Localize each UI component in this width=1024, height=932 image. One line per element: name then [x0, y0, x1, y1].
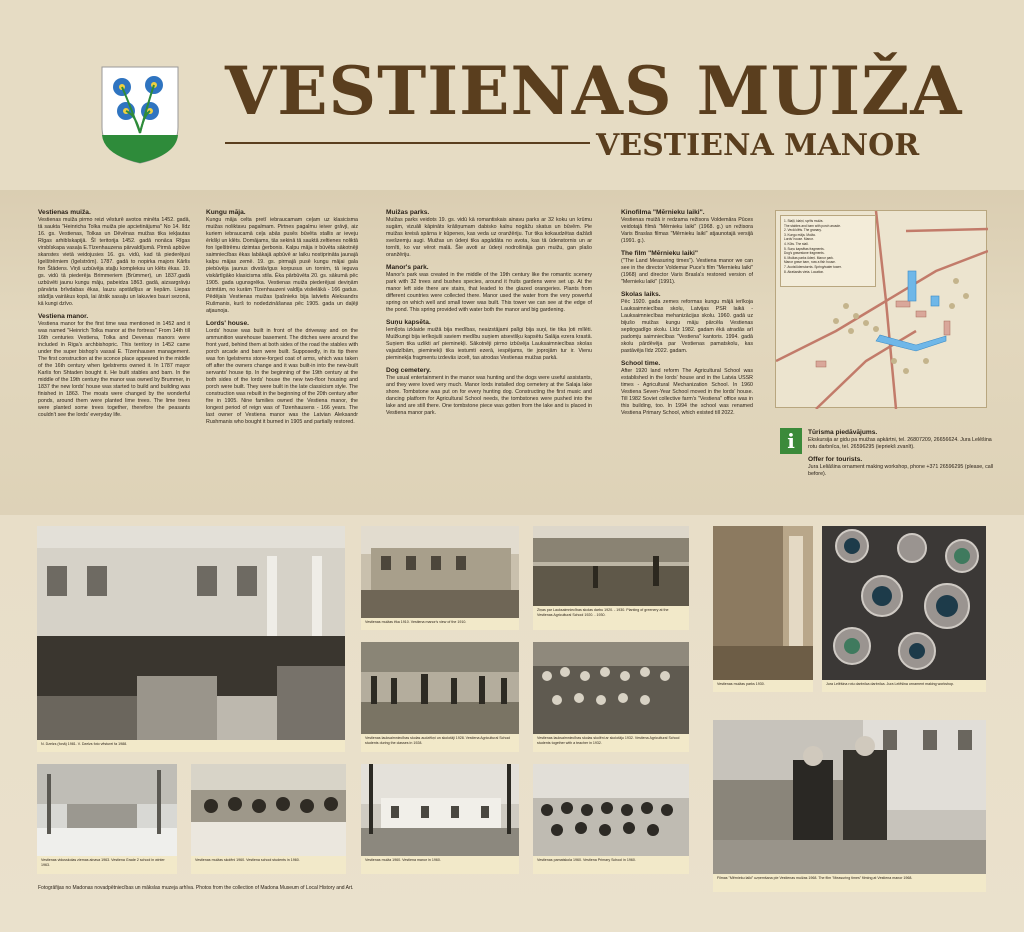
photo-students-1932 [533, 642, 689, 752]
photo-winter-1963 [37, 764, 177, 874]
section-text: Iemīļota izklaide muižā bija medības, neaizstājami palīgi bija suņi, tie tika ļoti mīlēti. Muižkungi bija ierīkojuši saviem medību suņiem atsevišķu kapsētu Salāja ezera krastā. Suņiem tika uzlikti arī pieminekļi. Sākotnēji pirmo izbūvēja Lauksaimniecības skolas vajadzībām, pieminekļi tika iestumti ezerā, iespējams, tie joprojām tur ir. Vienu pieminekļa fragmentu izdevās izcelt, tas atrodas Vestienas muižas parkā. [386, 327, 592, 361]
title-rule [225, 142, 590, 144]
photo-manor-1960 [361, 764, 519, 874]
photo-gardening-image [533, 526, 689, 606]
info-text: Ekskursija ar gidu pa muižas apkārtni, tel. 26807209, 26656624. Jura Lelēšina rotu darbnīca, tel. 26596295 (iepriekš zvanīt). [808, 437, 992, 450]
photo-film-1968-image [713, 720, 986, 874]
section-heading: Skolas laiks. [621, 291, 661, 298]
legend-item: 7. Avots/ūdenstornis. Spring/water tower. [784, 264, 842, 269]
photo-caption: N. Dzelzs (fonā) 1981. V. Dzelzs foto vēsturei fa 1988. [37, 740, 345, 752]
legend-item: Lords' house. Manor. [784, 237, 814, 242]
photo-park-1930 [713, 526, 813, 692]
photo-gardening [533, 526, 689, 630]
photo-credits: Fotogrāfijas no Madonas novadpētniecības un mākslas muzeja arhīva. Photos from the collection of Madona Museum of Local History and Art. [38, 885, 354, 891]
section-text: Vestiena manor for the first time was mentioned in 1452 and it was named "Heinrich Tolka manor at the fortress" From 14th till 16th centuries Vestiena, Tolka and Devenas manors were included in Riga's archbishopric. This territory in 1452 came under the super bishop's vassal E. Tīzenhausen management. The first construction at the sconce place appeared in the middle of the 16th century when Igelstrems owned it. In 1787 mayor Karlis fon Shtaden bought it. He built stables and barn. In the middle of the 19th century the manor was owned by Brummer, in 1837 the new lords' house was started to build and building was finished in 1863. The moats were changed by the wonderful ponds, around them were planted lime trees. The lime trees were planted some trees together, therefore the peasants couldn't see the lords' everyday life. [38, 321, 190, 418]
photo-park-1930-image [713, 526, 813, 680]
section-text: ("The Land Measuring times"). Vestiena manor we can see in the director Voldemar Puce's film "Mernieku laiki" (1968) and director Varis Brasla's restored version of "Mernieku laiki" (1991). [621, 258, 753, 285]
map-legend [780, 215, 876, 287]
section-text: The usual entertainment in the manor was hunting and the dogs were useful assistants, and they were loved very much. Manor lords installed dog cemetery at the Salaja lake shore. Tombstone was put on for every hunting dog. Constructing the first music and dancing platform for Agricultural School needs, the tombstones were pushed into the lake and are still there. One tombstone piece was gotten from the lake and is placed in Vestiena manor park. [386, 375, 592, 416]
photo-jewelry-image [822, 526, 986, 680]
page-title: VESTIENAS MUIŽA [225, 52, 963, 130]
section-heading: Suņu kapsēta. [386, 319, 431, 326]
section-text: Vestienas muiža pirmo reizi vēsturē avotos minēta 1452. gadā, tā saukta "Heinricha Tolka muiža pie apcietinājuma" No 14. līdz 16. gs. Vestienas, Tolkas un Dēvēnas muižas tika iekļautas Rīgas arhibīskapijā. Šī teritorija 1452. gadā nonāca Rīgas virsbīskapa vasaļa E.Tīzenhauzena pārvaldījumā. Pirmā apbūve skanstes vietā veidojusies 16. gs. vidū, kad tā piederējusi Igelštrēmiem (Igelström). 1787. gadā to nopirka majors Kārlis fon Štādens. Viņš uzbūvēja staļļu kompleksu un klēts ēkas. 19. gs. vidū tā piederēja Brimmeriem (Brümmer), un 1837.gadā uzbūvēti jaunu kungu māju, pabeidza 1863. gadā, aizsargrāvju pārvārta brīvdabas ēkas, lauzu apstādījus ar liepām. Liepas stādīja vairākus kopā, lai ātrāk sasaiju un lakuvies bauri sezonā, kā kungi dzīvo. [38, 217, 190, 307]
legend-item: 3. Kungu māja. Muiža. [784, 232, 816, 237]
photo-caption: Filmas "Mērnieku laiki" uzņemšana pie Vestienas muižas 1968. The film "Measuring times" filming at Vestiena manor 1968. [713, 874, 986, 892]
section-text: Vestienas muižā ir redzama režisora Voldemāra Pūces veidotajā filmā "Mērnieku laiki" (1968. g.) un režisora Varis Braslas filmas "Mērnieku laiki" atjaunotajā versijā (1991. g.). [621, 217, 753, 244]
legend-item: 1. Staļļi, klaiņi, sprīts muiža. [784, 219, 824, 223]
legend-item: The stables and barn with porch arcade. [784, 223, 841, 228]
section-heading: Kinofilma "Mērnieku laiki". [621, 209, 705, 216]
text-column-2 [206, 208, 358, 429]
photo-students-1928-image [361, 642, 519, 734]
photo-caption: Vestienas vidusskolas ziemas ainava 1963. Vestiena Grade 2 school in winter 1963. [37, 856, 177, 874]
text-column-1 [38, 208, 190, 422]
section-text: Manor's park was created in the middle of the 19th century like the romantic scenery park with 32 trees and bushes species, around it fruits gardens were set up. At the manor left side there are stairs, that leaded to the glazed orangeries. Plants from different countries were collected there. Manor used the water from the very powerful spring on which well and small tower was built. This tower we can see at the edge of the pond. This spring provided with water both the manor and big gardening. [386, 272, 592, 313]
section-heading: Kungu māja. [206, 209, 246, 216]
info-heading: Tūrisma piedāvājums. [808, 429, 878, 436]
photo-students-1928 [361, 642, 519, 752]
photo-caption: Jura Lelēšina rotu darbnīca darbnīca. Jura Lelēšina ornament making workshop. [822, 680, 986, 692]
page-subtitle: VESTIENA MANOR [596, 128, 920, 163]
photo-film-1968 [713, 720, 986, 892]
photo-caption: Vestienas muiža 1960. Vestiena manor in 1960. [361, 856, 519, 874]
photo-school-1960-image [533, 764, 689, 856]
photo-students-1932-image [533, 642, 689, 734]
coat-of-arms-icon [100, 65, 180, 165]
section-text: After 1920 land reform The Agricultural School was established in the lords' house and in the Latvia USSR times - Agricultural Mechanization School. In 1960 Vestiena Seven-Year School moved in the lords' house. Till 1982 Soviet collective farm's "Vestiena" office was in this building, too. In 1994 the school was renamed Vestiena Primary School, which existed till 2022. [621, 368, 753, 416]
section-heading: Muižas parks. [386, 209, 430, 216]
section-text: Lords' house was built in front of the driveway and on the ammunition warehouse basement. The ditches were around the front yard, behind them at both sides of the road the stables with porch arcade and barn were built. Supposedly, in its tip there was fon Igelstrems stone-forged coat of arms, which was taken off after the owners change and it was built-in into the new-built servants' house tip. In the beginning of the 19th century at the both sides of the lords' house the new two-floor housing and porch were built. They were built in the late classicism style. The construction was rebuilt in the beginning of the 20th century after fire in 1905. Nine families owned the Vestiena manor, the longest period of reign was of Tizenhausens - 166 years. The last owner of Vestiena manor was the Latvian Aleksandr Rushmanis who bought it burned in 1905 and partially restored. [206, 328, 358, 425]
section-heading: Vestienas muiža. [38, 209, 91, 216]
legend-item: 8. Atrašanās vieta. Location. [784, 269, 825, 274]
photo-caption: Vestienas pamatskola 1960. Vestiena Primary School in 1960. [533, 856, 689, 874]
tourist-info [808, 428, 998, 482]
photo-manor-1910 [361, 526, 519, 630]
section-heading: Lords' house. [206, 320, 249, 327]
photo-choir-image [37, 526, 345, 740]
photo-caption: Vestienas muižas ēka 1910. Vestiena manor's view of the 1910. [361, 618, 519, 630]
photo-class-1960 [191, 764, 346, 874]
photo-school-1960 [533, 764, 689, 874]
legend-item: Dog's gravestone fragments. [784, 251, 825, 256]
section-text: Muižas parks veidots 19. gs. vidū kā romantiskais ainavu parks ar 32 koku un krūmu sugām, vizuāli kāpināts krāšņumam dabisko kalnu nogāžu skatus un būvēm. Pie muižas kreisā spārna ir kūpenes, kas veda uz oranžēriju. Tur tika kokaudzētas dažādi svešzemju augi. Muižas un ūdeņi tika apgādāta no avota, kas tā ūdenstornis un ar tornīti, ko var vērot malā. Šie avoti ar ūdeņi nodrošināja gan muižu, gan plašo oranžēriju. [386, 217, 592, 258]
photo-winter-1963-image [37, 764, 177, 856]
section-text: Kungu māja celta pretī iebraucamam ceļam uz klasicisma muižas noliktavu pagalmam. Pirtnes pagalmu ieiver grāvji, aiz kuriem iebraucamā ceļa abās pusēs būvēta stallis ar ieveju ērkšķi un klēts. Domājams, tās sekinā tā sauktā zeltienes noliktā fon Igelštrēmu dzimtas ģerbonis. Kalpu māja ir būvēta sākotnēji saimniecības ēkas labākajā apbūvē ar laiku nostiprināta jaunajā kalpu mājas zemē. 19. gs. pirmajā pusē kungu mājai gala piebūvēja jaunus divstāvīgus korpusus un tornim, tā ieguva viskārtīgāko klasicisma stila. Ēka pārbūvēta 20. gs. sākumā pēc 1905. gada ugunsgrēka. Vestienas muiža piederējusi deviņām dzimtām, no kurām Tīzenhauzeni valdīja vislielākā - 166 gadus. Pēdējais Vestienas muižas īpašnieks bija latvietis Aleksandrs Rušmanis, kurš to nodedzināšanas pēc 1905. gada un daļēji atjaunoja. [206, 217, 358, 314]
photo-caption: Vestienas muižas parks 1930. [713, 680, 813, 692]
info-heading: Offer for tourists. [808, 456, 863, 463]
info-text: Jura Leliāšina ornament making workshop, phone +371 26596295 (please, call before). [808, 464, 994, 477]
photo-manor-1910-image [361, 526, 519, 618]
photo-caption: Ziņas par Lauksaimniecības skolas darbu 1920. - 1930. Planting of greenery at the Vestienas Agricultural School 1920. - 1930. [533, 606, 689, 630]
text-column-4 [621, 208, 753, 420]
legend-item: 2. Vecā klēts. The granary. [784, 228, 822, 233]
photo-caption: Vestienas lauksaimniecības skolas skolēni ar skolotāju 1932. Vestiena Agricultural School students together with a teacher in 1932. [533, 734, 689, 752]
section-heading: Dog cemetery. [386, 367, 431, 374]
section-heading: Vestiena manor. [38, 313, 89, 320]
section-heading: School time. [621, 360, 661, 367]
photo-choir [37, 526, 345, 752]
text-column-3 [386, 208, 592, 420]
manor-map [775, 210, 987, 408]
legend-item: 4. Kūts. The stall. [784, 241, 809, 246]
photo-caption: Vestienas lauksaimniecības skolas audzēkņi un skolotāji 1928. Vestiena Agricultural School students during the classes in 1928. [361, 734, 519, 752]
section-heading: Manor's park. [386, 264, 429, 271]
section-text: Pēc 1920. gada zemes reformas kungu mājā ierīkoja Lauksaimniecības skolu, Latvijas PSR laikā - Lauksaimniecības mehanizācijas skolu. 1960. gadā uz bijušo muižas kungu māju pārcēla Vestienas septiņgadīgo skolu. Līdz 1982. gadam ēkā atradās arī padomju saimniecības "Vestiena" kantoris. 1994. gadā skolu pārdēvēja par Vestienas pamatskolu, kas pastāvēja līdz 2022. gadam. [621, 299, 753, 354]
section-heading: The film "Mērnieku laiki" [621, 250, 698, 257]
photo-caption: Vestienas muižas skolēni 1960. Vestiena school students in 1960. [191, 856, 346, 874]
photo-class-1960-image [191, 764, 346, 856]
legend-item: 6. Muižas parks ūdeņi. Manor park. [784, 255, 834, 260]
legend-item: 5. Suņu kapsētas fragments. [784, 246, 825, 251]
photo-jewelry [822, 526, 986, 692]
info-icon: i [780, 428, 802, 454]
legend-item: Manor grave barn, now a fish house. [784, 260, 836, 265]
photo-manor-1960-image [361, 764, 519, 856]
